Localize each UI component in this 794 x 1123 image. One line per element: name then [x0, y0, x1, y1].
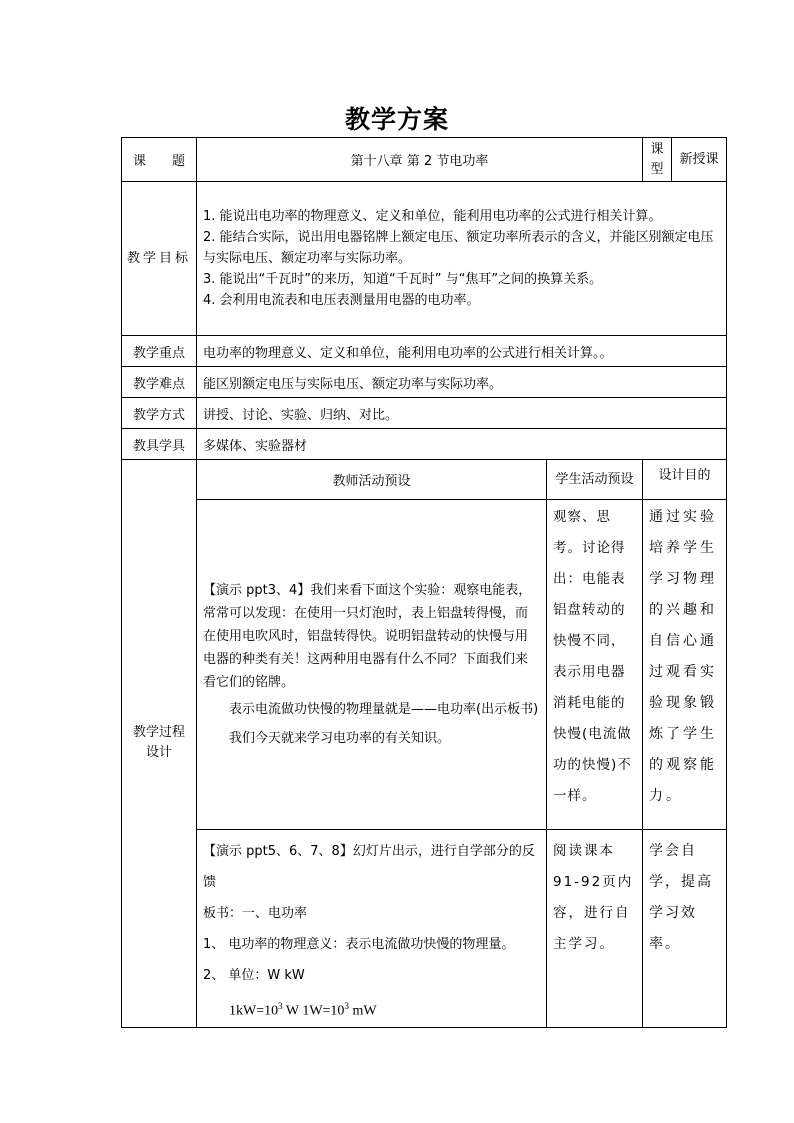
objectives-label: 教学目标 [122, 182, 197, 336]
teacher-paragraph: 我们今天就来学习电功率的有关知识。 [229, 731, 451, 746]
subject-label: 课 题 [122, 138, 197, 182]
type-value: 新授课 [672, 138, 727, 182]
student-activity: 阅读课本91-92页内容，进行自主学习。 [547, 830, 643, 1028]
objective-item: 2. 能结合实际，说出用电器铭牌上额定电压、额定功率所表示的含义，并能区别额定电压与实际电压、额定功率与实际功率。 [203, 230, 714, 266]
teacher-activity [197, 830, 547, 1028]
type-label: 课型 [643, 138, 672, 182]
difficulty-row [122, 367, 727, 398]
method-value: 讲授、讨论、实验、归纳、对比。 [197, 398, 727, 429]
objective-item: 3. 能说出“千瓦时”的来历，知道“千瓦时” 与“焦耳”之间的换算关系。 [203, 272, 603, 287]
subject-row [122, 138, 727, 182]
key-point-label: 教学重点 [122, 336, 197, 367]
unit-formula: $1kW=10^3$ W $1W=10^3$ mW [229, 1001, 377, 1019]
method-label: 教学方式 [122, 398, 197, 429]
key-point-row [122, 336, 727, 367]
student-activity: 观察、思考。讨论得出：电能表铝盘转动的快慢不同，表示用电器消耗电能的快慢(电流做功的快慢)不一样。 [547, 500, 643, 830]
objectives-row [122, 182, 727, 336]
process-row [122, 830, 727, 1028]
tools-row [122, 429, 727, 460]
difficulty-value: 能区别额定电压与实际电压、额定功率与实际功率。 [197, 367, 727, 398]
objectives-list [197, 182, 727, 336]
objective-item: 1. 能说出电功率的物理意义、定义和单位，能利用电功率的公式进行相关计算。 [203, 209, 662, 224]
design-purpose: 通过实验培养学生学习物理的兴趣和自信心通过观看实验现象锻炼了学生的观察能力。 [643, 500, 727, 830]
teacher-col-header: 教师活动预设 [197, 460, 547, 500]
objective-item: 4. 会利用电流表和电压表测量用电器的电功率。 [203, 293, 480, 308]
student-col-header: 学生活动预设 [547, 460, 643, 500]
process-row [122, 500, 727, 830]
tools-value: 多媒体、实验器材 [197, 429, 727, 460]
difficulty-label: 教学难点 [122, 367, 197, 398]
tools-label: 教具学具 [122, 429, 197, 460]
lesson-plan-table [121, 137, 727, 1028]
design-purpose: 学会自学，提高学习效率。 [643, 830, 727, 1028]
teacher-paragraph: 【演示 ppt5、6、7、8】幻灯片出示，进行自学部分的反馈 [203, 844, 535, 890]
design-col-header: 设计目的 [643, 460, 727, 500]
page-title: 教学方案 [344, 105, 449, 134]
teacher-paragraph: 2、 单位：W kW [203, 968, 305, 983]
key-point-value: 电功率的物理意义、定义和单位，能利用电功率的公式进行相关计算。。 [197, 336, 727, 367]
teacher-paragraph: 1、 电功率的物理意义：表示电流做功快慢的物理量。 [203, 937, 515, 952]
teacher-paragraph: 【演示 ppt3、4】我们来看下面这个实验：观察电能表，常常可以发现：在使用一只灯泡时，表上铝盘转得慢，而在使用电吹风时，铝盘转得快。说明铝盘转动的快慢与用电器的种类有关！这两种用电器有什么不同？下面我们来看它们的铭牌。 [203, 583, 532, 690]
process-label: 教学过程 设计 [122, 460, 197, 1028]
process-header-row [122, 460, 727, 500]
method-row [122, 398, 727, 429]
teacher-paragraph: 板书：一、电功率 [203, 906, 308, 921]
teacher-paragraph: 表示电流做功快慢的物理量就是——电功率(出示板书) [229, 702, 539, 717]
teacher-activity [197, 500, 547, 830]
subject-value: 第十八章 第 2 节电功率 [197, 138, 643, 182]
